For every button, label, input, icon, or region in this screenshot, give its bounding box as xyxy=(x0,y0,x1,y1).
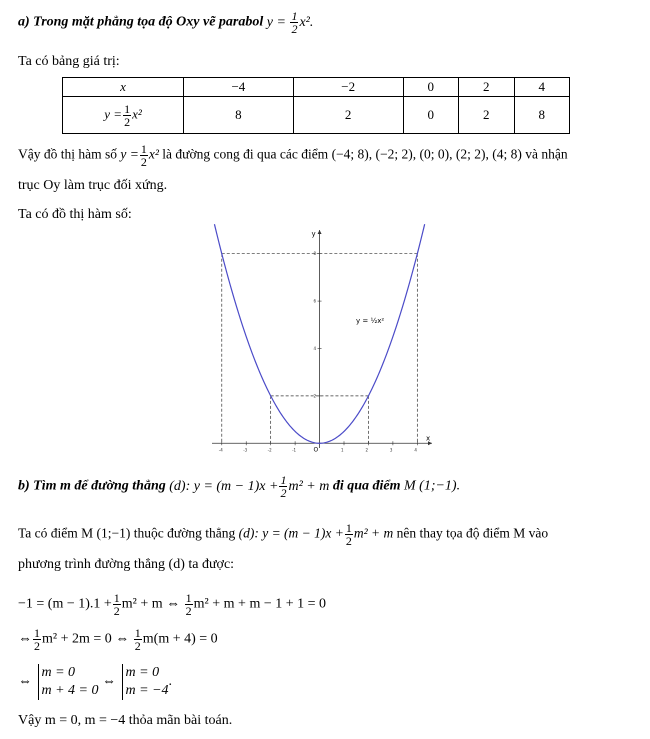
x-tick-label: 3 xyxy=(389,447,393,452)
x-tick-label: -3 xyxy=(243,447,248,452)
graph-description-line2: trục Oy làm trục đối xứng. xyxy=(18,178,168,193)
y-axis-arrow xyxy=(318,230,322,234)
curve-label: y = ½x² xyxy=(356,317,385,325)
x-tick-label: -4 xyxy=(218,447,223,452)
x-tick-label: -2 xyxy=(267,447,272,452)
equation-3: ⇔ m = 0 m + 4 = 0 ⇔ m = 0 m = −4 . xyxy=(18,665,173,698)
y-tick-label: 8 xyxy=(313,251,317,257)
system-bracket-1: m = 0 m + 4 = 0 xyxy=(38,664,99,700)
conclusion: Vậy m = 0, m = −4 thỏa mãn bài toán. xyxy=(18,713,233,728)
x-axis-label: x xyxy=(426,434,431,443)
formula-lhs: y = xyxy=(266,14,286,30)
system-bracket-2: m = 0 m = −4 xyxy=(122,664,169,700)
origin-label: O xyxy=(313,446,319,452)
y-tick-label: 2 xyxy=(313,393,317,399)
x-tick-label: 1 xyxy=(341,447,344,452)
x-tick-label: 2 xyxy=(365,447,368,452)
x-tick-label: -1 xyxy=(292,447,297,452)
parabola-chart xyxy=(200,222,440,452)
table-intro: Ta có bảng giá trị: xyxy=(18,54,120,69)
body-b-line1: Ta có điểm M (1;−1) thuộc đường thẳng (d): y = (m − 1)x + $\frac{1}{2}$ m² + m nên thay tọa độ điểm M vào xyxy=(18,521,549,548)
table-row: x −4 −2 0 2 4 xyxy=(63,78,570,97)
graph-description: Vậy đồ thị hàm số y = $\frac{1}{2}$ x² là đường cong đi qua các điểm (−4; 8), (−2; 2), (0; 0), (2; 2), (4; 8) và nhận xyxy=(18,142,568,169)
fraction-half: $\frac{1}{2}$ xyxy=(291,9,298,36)
y-tick-label: 4 xyxy=(313,345,317,351)
y-axis-label: y xyxy=(311,230,316,238)
part-a-heading: a) Trong mặt phẳng tọa độ Oxy vẽ parabol y = $\frac{1}{2}$ x². xyxy=(18,9,314,36)
graph-intro: Ta có đồ thị hàm số: xyxy=(18,207,132,222)
equation-2: ⇔ $\frac{1}{2}$ m² + 2m = 0 ⇔ $\frac{1}{2}$ m(m + 4) = 0 xyxy=(18,626,218,653)
equation-1: −1 = (m − 1).1 + $\frac{1}{2}$ m² + m ⇔ $\frac{1}{2}$ m² + m + m − 1 + 1 = 0 xyxy=(18,591,327,618)
y-tick-label: 6 xyxy=(313,298,317,304)
body-b-line2: phương trình đường thẳng (d) ta được: xyxy=(18,557,235,572)
part-b-heading: b) Tìm m để đường thẳng (d): y = (m − 1)x + $\frac{1}{2}$ m² + m đi qua điểm M (1;−1). xyxy=(18,473,461,500)
chart-axes xyxy=(212,230,432,452)
x-tick-label: 4 xyxy=(414,447,417,452)
table-row: y = $\frac{1}{2}$ x² 8 2 0 2 8 xyxy=(63,97,570,134)
value-table xyxy=(62,77,570,134)
